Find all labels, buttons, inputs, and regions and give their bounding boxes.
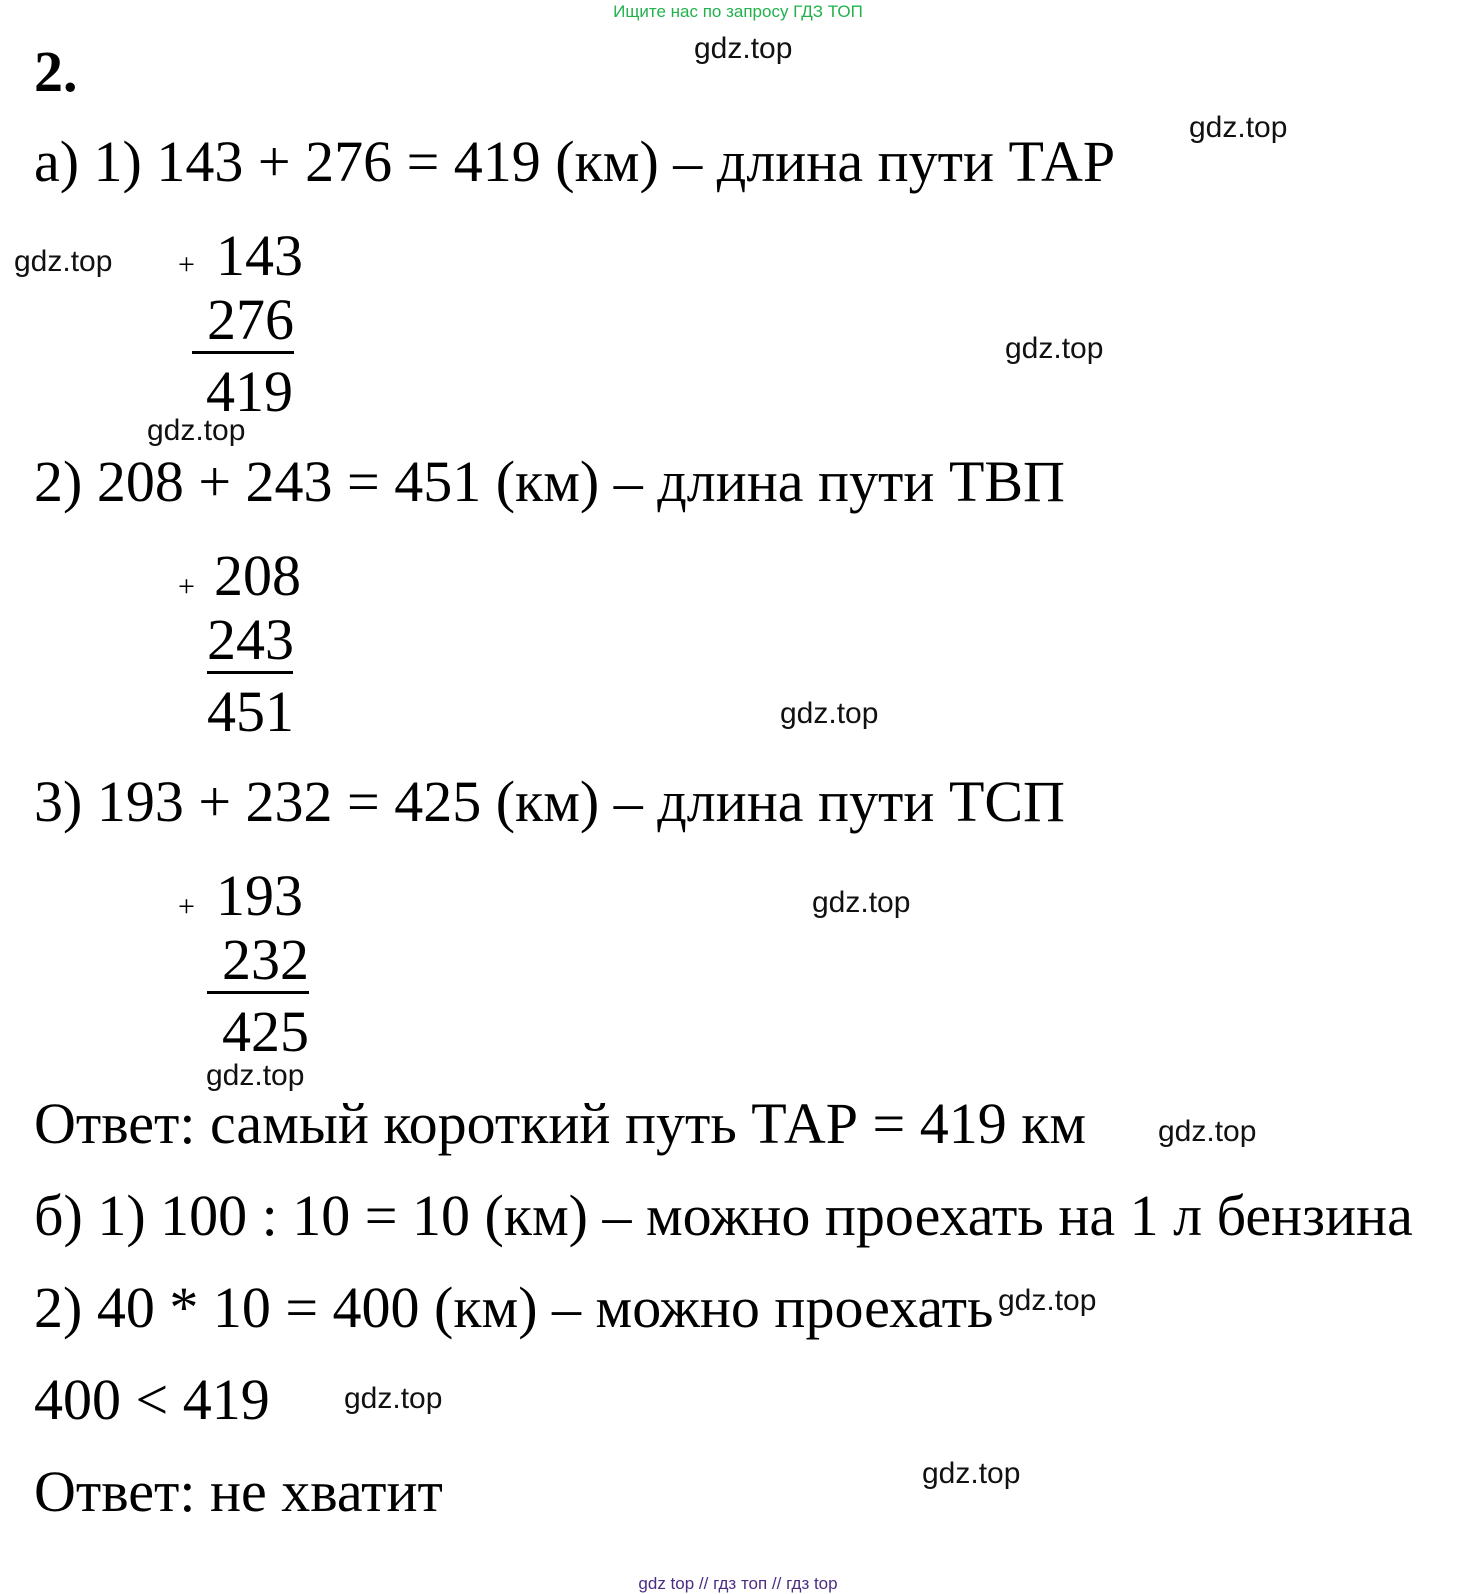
plus-sign-2: + bbox=[178, 570, 195, 603]
footer-watermark: gdz top // гдз топ // гдз top bbox=[638, 1574, 838, 1593]
addend-1b: 276 bbox=[192, 290, 294, 354]
watermark: gdz.top bbox=[998, 1284, 1097, 1317]
watermark: gdz.top bbox=[1189, 111, 1288, 144]
addend-1a: 143 bbox=[216, 223, 303, 288]
sum-1: 419 bbox=[206, 359, 293, 424]
part-b-answer: Ответ: не хватит bbox=[34, 1459, 443, 1524]
watermark: gdz.top bbox=[780, 697, 879, 730]
search-banner: Ищите нас по запросу ГДЗ ТОП bbox=[613, 2, 863, 21]
problem-number: 2. bbox=[34, 39, 78, 104]
watermark: gdz.top bbox=[1158, 1115, 1257, 1148]
watermark: gdz.top bbox=[147, 414, 246, 447]
plus-sign-3: + bbox=[178, 890, 195, 923]
part-b-step-2: 2) 40 * 10 = 400 (км) – можно проехать bbox=[34, 1275, 994, 1340]
part-b-step-1: б) 1) 100 : 10 = 10 (км) – можно проехать на 1 л бензина bbox=[34, 1183, 1413, 1248]
watermark: gdz.top bbox=[206, 1059, 305, 1092]
part-a-step-2: 2) 208 + 243 = 451 (км) – длина пути ТВП bbox=[34, 449, 1065, 514]
watermark: gdz.top bbox=[14, 245, 113, 278]
sum-2: 451 bbox=[207, 679, 294, 744]
addend-2b: 243 bbox=[207, 607, 294, 672]
part-a-step-1: а) 1) 143 + 276 = 419 (км) – длина пути ТАР bbox=[34, 129, 1116, 194]
watermark: gdz.top bbox=[922, 1457, 1021, 1490]
part-b-comparison: 400 < 419 bbox=[34, 1367, 270, 1432]
part-a-answer: Ответ: самый короткий путь ТАР = 419 км bbox=[34, 1091, 1087, 1156]
part-a-step-3: 3) 193 + 232 = 425 (км) – длина пути ТСП bbox=[34, 769, 1065, 834]
addend-3a: 193 bbox=[216, 863, 303, 928]
watermark: gdz.top bbox=[694, 32, 793, 65]
plus-sign-1: + bbox=[178, 248, 195, 281]
watermark: gdz.top bbox=[344, 1382, 443, 1415]
addend-3b: 232 bbox=[207, 930, 309, 994]
sum-3: 425 bbox=[222, 999, 309, 1064]
watermark: gdz.top bbox=[812, 886, 911, 919]
watermark: gdz.top bbox=[1005, 332, 1104, 365]
addend-2a: 208 bbox=[214, 543, 301, 608]
